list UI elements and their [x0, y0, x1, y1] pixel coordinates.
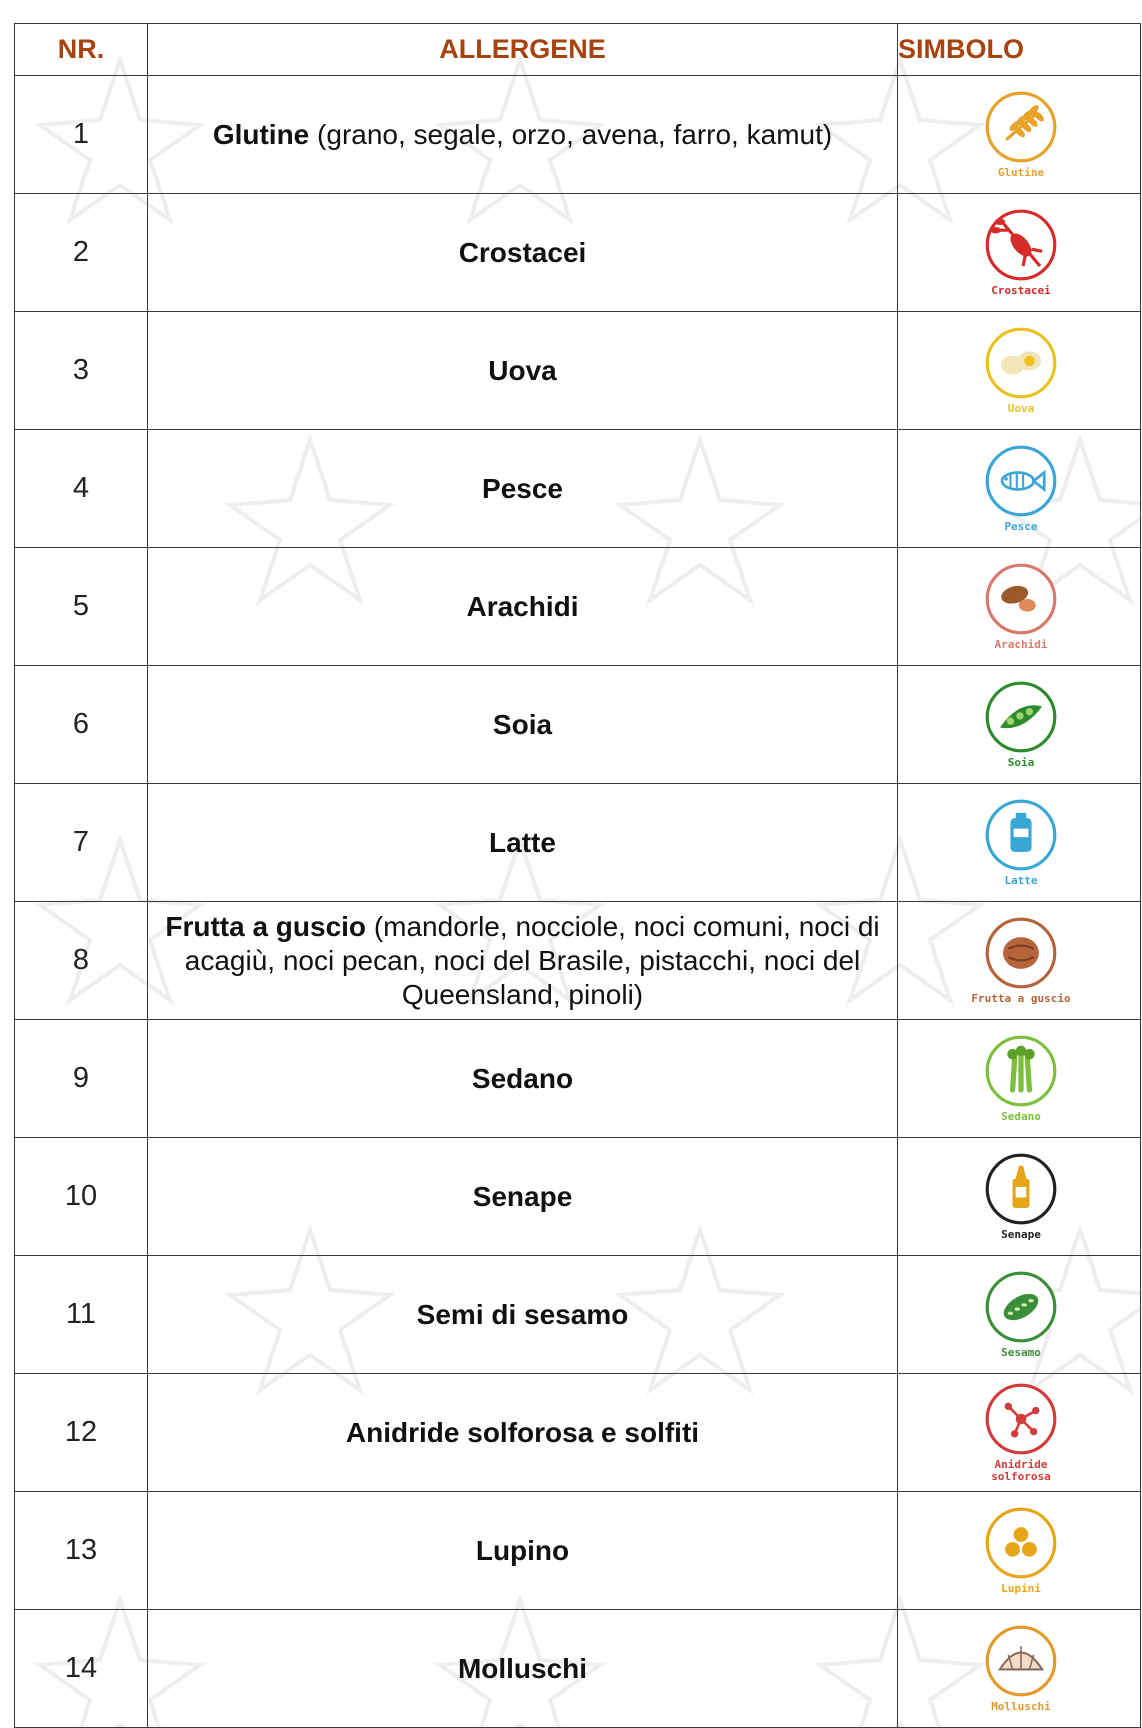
allergen-symbol-label: Soia [1007, 755, 1035, 769]
table-row [15, 1020, 1141, 1138]
allergen-name-cell [148, 1256, 898, 1374]
allergen-detail: (mandorle, nocciole, noci comuni, noci di acagiù, noci pecan, noci del Brasile, pistacchi, noci del Queensland, pinoli) [184, 910, 880, 1010]
milk-icon [983, 797, 1059, 873]
allergen-symbol-cell [898, 548, 1141, 666]
allergen-symbol-label: Anidride solforosa [991, 1457, 1051, 1483]
allergen-name: Sedano [471, 1062, 574, 1094]
table-row [15, 430, 1141, 548]
peanut-icon [983, 561, 1059, 637]
allergen-symbol [966, 89, 1076, 179]
allergen-number: 6 [15, 666, 148, 784]
allergen-symbol-label: Crostacei [991, 283, 1051, 297]
eggs-icon [983, 325, 1059, 401]
allergen-symbol-cell [898, 1256, 1141, 1374]
allergen-name-cell [148, 194, 898, 312]
allergen-symbol-label: Arachidi [994, 637, 1048, 651]
table-row [15, 1256, 1141, 1374]
table-row [15, 548, 1141, 666]
allergen-symbol-label: Frutta a guscio [971, 991, 1071, 1005]
allergen-number: 2 [15, 194, 148, 312]
allergen-symbol-cell [898, 1610, 1141, 1728]
allergen-name-cell [148, 1138, 898, 1256]
table-row [15, 1374, 1141, 1492]
allergen-symbol-label: Latte [1004, 873, 1038, 887]
allergen-name-cell [148, 430, 898, 548]
allergen-symbol [966, 561, 1076, 651]
allergen-name: Pesce [482, 472, 563, 504]
allergen-table [14, 23, 1141, 1728]
allergen-symbol [966, 1381, 1076, 1483]
wheat-icon [983, 89, 1059, 165]
nut-icon [983, 915, 1059, 991]
allergen-name: Senape [472, 1180, 573, 1212]
allergen-symbol [966, 1269, 1076, 1359]
allergen-name-cell [148, 1610, 898, 1728]
allergen-number: 13 [15, 1492, 148, 1610]
sulphite-icon [983, 1381, 1059, 1457]
allergen-symbol [966, 1623, 1076, 1713]
allergen-symbol-label: Sesamo [1001, 1345, 1041, 1359]
allergen-symbol-cell [898, 194, 1141, 312]
allergen-number: 12 [15, 1374, 148, 1492]
allergen-number: 4 [15, 430, 148, 548]
allergen-symbol-label: Senape [1001, 1227, 1041, 1241]
soy-icon [983, 679, 1059, 755]
allergen-symbol-cell [898, 666, 1141, 784]
allergen-symbol-cell [898, 1020, 1141, 1138]
allergen-number: 7 [15, 784, 148, 902]
fish-icon [983, 443, 1059, 519]
column-header-allergen: ALLERGENE [148, 24, 898, 76]
lupin-icon [983, 1505, 1059, 1581]
mustard-icon [983, 1151, 1059, 1227]
allergen-symbol-label: Glutine [997, 165, 1045, 179]
allergen-name-cell [148, 1492, 898, 1610]
allergen-number: 9 [15, 1020, 148, 1138]
allergen-symbol-cell [898, 902, 1141, 1020]
allergen-name-cell [148, 666, 898, 784]
table-row [15, 1138, 1141, 1256]
allergen-symbol-label: Lupini [1001, 1581, 1041, 1595]
allergen-name: Uova [488, 354, 557, 386]
allergen-number: 1 [15, 76, 148, 194]
table-row [15, 76, 1141, 194]
allergen-number: 5 [15, 548, 148, 666]
allergen-symbol-label: Sedano [1001, 1109, 1041, 1123]
allergen-name: Anidride solforosa e solfiti [345, 1416, 700, 1448]
allergen-number: 3 [15, 312, 148, 430]
allergen-name-cell [148, 1374, 898, 1492]
allergen-number: 10 [15, 1138, 148, 1256]
allergen-name: Latte [489, 826, 556, 858]
allergen-symbol-cell [898, 1374, 1141, 1492]
allergen-number: 14 [15, 1610, 148, 1728]
shell-icon [983, 1623, 1059, 1699]
column-header-nr: NR. [15, 24, 148, 76]
allergen-symbol [966, 1151, 1076, 1241]
allergen-name: Glutine [212, 118, 310, 150]
allergen-symbol-label: Pesce [1004, 519, 1038, 533]
column-header-symbol: SIMBOLO [898, 24, 1141, 76]
allergen-name-cell [148, 548, 898, 666]
table-header-row [15, 24, 1141, 76]
table-row [15, 1610, 1141, 1728]
table-row [15, 666, 1141, 784]
table-row [15, 194, 1141, 312]
allergen-symbol-cell [898, 784, 1141, 902]
allergen-symbol [966, 207, 1076, 297]
allergen-name-cell [148, 784, 898, 902]
allergen-name-cell [148, 76, 898, 194]
table-row [15, 1492, 1141, 1610]
allergen-name: Frutta a guscio [165, 910, 367, 942]
allergen-symbol-cell [898, 312, 1141, 430]
table-row [15, 312, 1141, 430]
allergen-symbol-label: Uova [1007, 401, 1035, 415]
allergen-name-cell [148, 312, 898, 430]
sesame-icon [983, 1269, 1059, 1345]
allergen-name-cell [148, 1020, 898, 1138]
allergen-number: 8 [15, 902, 148, 1020]
allergen-name: Lupino [475, 1534, 570, 1566]
allergen-symbol-cell [898, 1492, 1141, 1610]
allergen-symbol [966, 443, 1076, 533]
allergen-number: 11 [15, 1256, 148, 1374]
table-row [15, 784, 1141, 902]
allergen-symbol [966, 1033, 1076, 1123]
allergen-name: Arachidi [466, 590, 579, 622]
allergen-symbol-cell [898, 1138, 1141, 1256]
allergen-symbol [966, 797, 1076, 887]
allergen-symbol [966, 1505, 1076, 1595]
allergen-name: Soia [492, 708, 553, 740]
allergen-symbol [966, 915, 1076, 1005]
allergen-name: Molluschi [457, 1652, 588, 1684]
allergen-name: Crostacei [458, 236, 587, 268]
allergen-symbol [966, 325, 1076, 415]
allergen-name-cell [148, 902, 898, 1020]
lobster-icon [983, 207, 1059, 283]
allergen-detail: (grano, segale, orzo, avena, farro, kamut) [309, 118, 833, 150]
allergen-symbol-cell [898, 76, 1141, 194]
allergen-name: Semi di sesamo [416, 1298, 629, 1330]
allergen-symbol-label: Molluschi [991, 1699, 1051, 1713]
celery-icon [983, 1033, 1059, 1109]
table-row [15, 902, 1141, 1020]
allergen-symbol-cell [898, 430, 1141, 548]
allergen-symbol [966, 679, 1076, 769]
